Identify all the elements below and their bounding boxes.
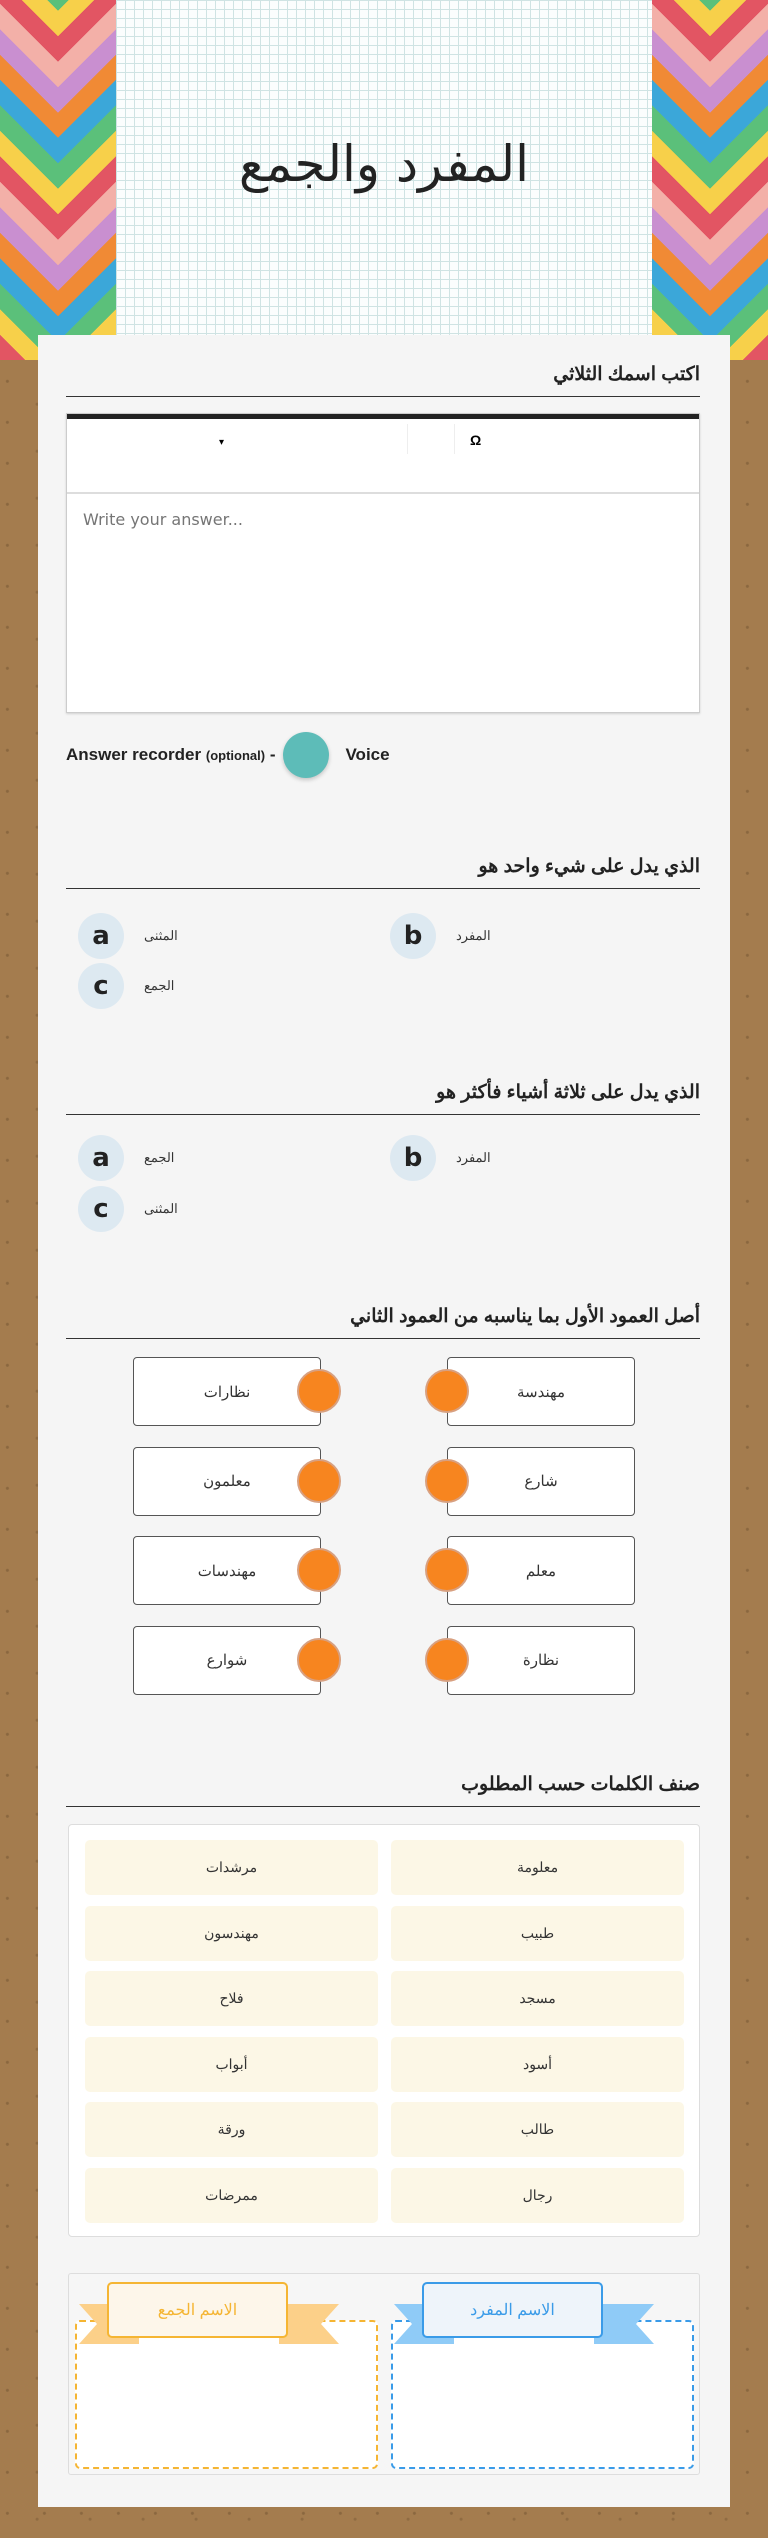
- option-text: المثنى: [144, 928, 178, 943]
- option-text: المفرد: [456, 928, 491, 943]
- word-chip[interactable]: أسود: [391, 2037, 684, 2092]
- option-text: المفرد: [456, 1150, 491, 1165]
- match-right-connector[interactable]: [425, 1548, 469, 1592]
- match-right-item[interactable]: معلم: [447, 1536, 635, 1605]
- match-left-connector[interactable]: [297, 1369, 341, 1413]
- dropdown-caret-icon[interactable]: ▾: [219, 437, 225, 448]
- option-a[interactable]: [78, 1135, 174, 1181]
- chevron-decoration-right: [652, 0, 768, 360]
- record-voice-button[interactable]: [283, 732, 329, 778]
- word-chip[interactable]: ممرضات: [85, 2168, 378, 2223]
- match-left-item[interactable]: نظارات: [133, 1357, 321, 1426]
- option-letter: b: [390, 913, 436, 959]
- word-chip[interactable]: طالب: [391, 2102, 684, 2157]
- option-text: المثنى: [144, 1201, 178, 1216]
- match-right-item[interactable]: مهندسة: [447, 1357, 635, 1426]
- option-letter: c: [78, 963, 124, 1009]
- match-right-item[interactable]: شارع: [447, 1447, 635, 1516]
- word-chip[interactable]: رجال: [391, 2168, 684, 2223]
- word-chip[interactable]: طبيب: [391, 1906, 684, 1961]
- question-2-title: الذي يدل على شيء واحد هو: [66, 855, 700, 889]
- option-letter: a: [78, 1135, 124, 1181]
- word-bank: [68, 1824, 700, 2237]
- word-chip[interactable]: مرشدات: [85, 1840, 378, 1895]
- match-left-item[interactable]: شوارع: [133, 1626, 321, 1695]
- answer-editor: [66, 413, 700, 713]
- word-chip[interactable]: أبواب: [85, 2037, 378, 2092]
- toolbar-divider: [407, 424, 408, 454]
- match-left-connector[interactable]: [297, 1548, 341, 1592]
- voice-label: Voice: [345, 745, 390, 764]
- special-characters-icon[interactable]: Ω: [470, 432, 482, 448]
- category-label-plural: الاسم الجمع: [107, 2282, 288, 2338]
- match-left-item[interactable]: مهندسات: [133, 1536, 321, 1605]
- option-c[interactable]: [78, 1186, 178, 1232]
- word-chip[interactable]: فلاح: [85, 1971, 378, 2026]
- match-left-connector[interactable]: [297, 1459, 341, 1503]
- category-label-singular: الاسم المفرد: [422, 2282, 603, 2338]
- match-right-item[interactable]: نظارة: [447, 1626, 635, 1695]
- match-right-connector[interactable]: [425, 1638, 469, 1682]
- option-letter: a: [78, 913, 124, 959]
- answer-input[interactable]: [67, 494, 699, 709]
- word-chip[interactable]: مهندسون: [85, 1906, 378, 1961]
- toolbar-divider: [454, 424, 455, 454]
- word-chip[interactable]: ورقة: [85, 2102, 378, 2157]
- page-title: المفرد والجمع: [238, 135, 530, 193]
- match-left-item[interactable]: معلمون: [133, 1447, 321, 1516]
- option-text: الجمع: [144, 1150, 175, 1165]
- recorder-label: Answer recorder (optional) -: [66, 745, 276, 764]
- match-left-connector[interactable]: [297, 1638, 341, 1682]
- match-right-connector[interactable]: [425, 1459, 469, 1503]
- category-area: [68, 2273, 700, 2475]
- answer-recorder: [66, 732, 390, 778]
- chevron-decoration-left: [0, 0, 116, 360]
- question-3-title: الذي يدل على ثلاثة أشياء فأكثر هو: [66, 1081, 700, 1115]
- match-right-connector[interactable]: [425, 1369, 469, 1413]
- word-chip[interactable]: مسجد: [391, 1971, 684, 2026]
- option-letter: b: [390, 1135, 436, 1181]
- question-4-title: أصل العمود الأول بما يناسبه من العمود الثاني: [66, 1305, 700, 1339]
- option-letter: c: [78, 1186, 124, 1232]
- option-a[interactable]: [78, 913, 178, 959]
- option-b[interactable]: [390, 913, 491, 959]
- editor-toolbar: [67, 419, 699, 494]
- header-banner: [0, 0, 768, 360]
- option-text: الجمع: [144, 978, 175, 993]
- question-1-title: اكتب اسمك الثلاثي: [66, 363, 700, 397]
- grid-paper: [116, 0, 652, 360]
- question-5-title: صنف الكلمات حسب المطلوب: [66, 1773, 700, 1807]
- word-chip[interactable]: معلومة: [391, 1840, 684, 1895]
- worksheet-card: [38, 335, 730, 2507]
- option-c[interactable]: [78, 963, 174, 1009]
- option-b[interactable]: [390, 1135, 491, 1181]
